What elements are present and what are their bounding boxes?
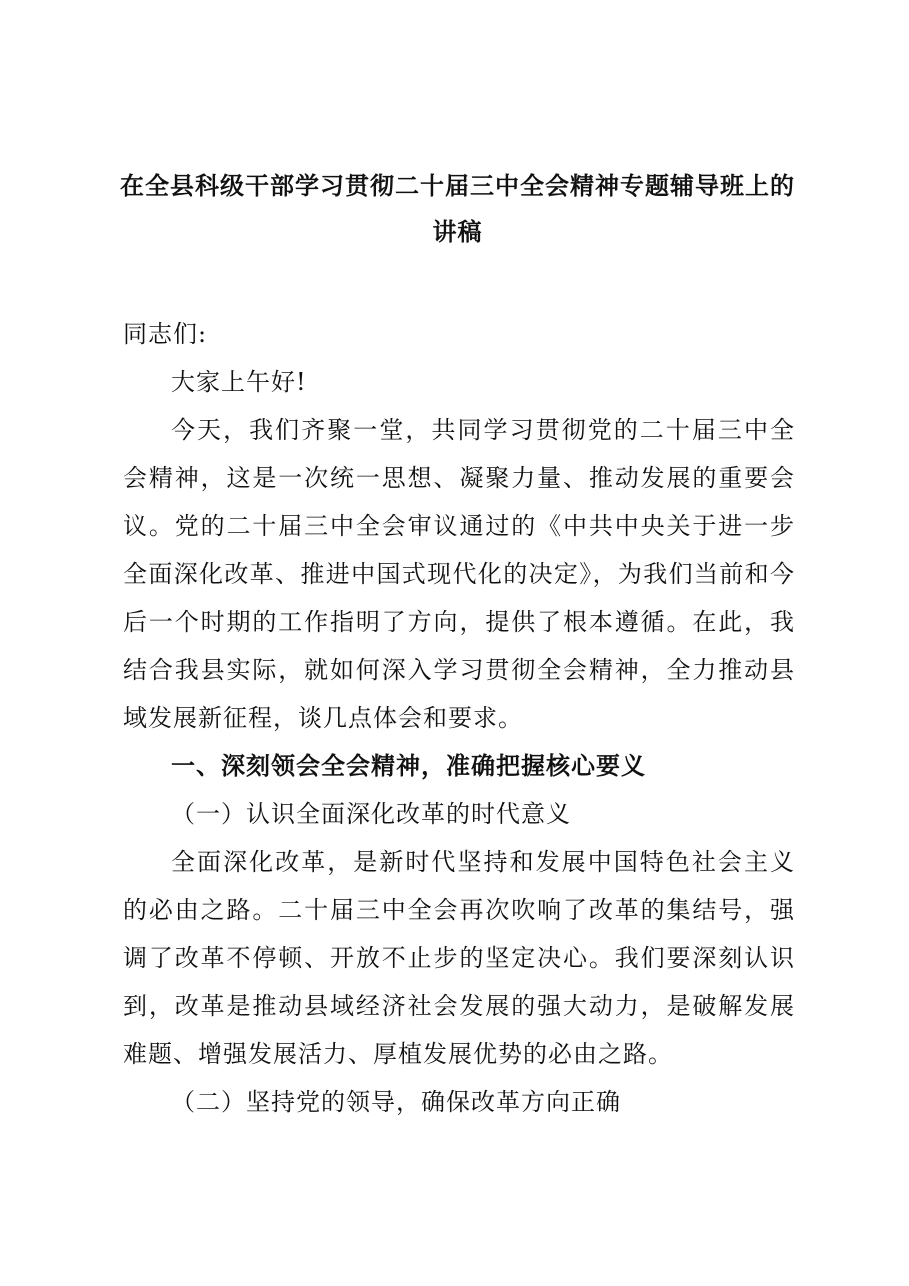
greeting: 大家上午好! bbox=[171, 368, 307, 396]
subsection-heading-1-2: （二）坚持党的领导，确保改革方向正确 bbox=[171, 1088, 621, 1116]
salutation: 同志们: bbox=[123, 320, 208, 348]
reform-significance-paragraph: 全面深化改革，是新时代坚持和发展中国特色社会主义的必由之路。二十届三中全会再次吹响了改革的集结号，强调了改革不停顿、开放不止步的坚定决心。我们要深刻认识到，改革是推动县域经济社会发展的强大动力，是破解发展难题、增强发展活力、厚植发展优势的必由之路。 bbox=[123, 848, 795, 1068]
section-heading-1: 一、深刻领会全会精神，准确把握核心要义 bbox=[171, 752, 646, 780]
opening-paragraph: 今天，我们齐聚一堂，共同学习贯彻党的二十届三中全会精神，这是一次统一思想、凝聚力量、推动发展的重要会议。党的二十届三中全会审议通过的《中共中央关于进一步全面深化改革、推进中国式现代化的决定》，为我们当前和今后一个时期的工作指明了方向，提供了根本遵循。在此，我结合我县实际，就如何深入学习贯彻全会精神，全力推动县域发展新征程，谈几点体会和要求。 bbox=[123, 416, 795, 732]
document-title-line-2: 讲稿 bbox=[432, 218, 483, 246]
document-title-line-1: 在全县科级干部学习贯彻二十届三中全会精神专题辅导班上的 bbox=[120, 172, 795, 200]
subsection-heading-1-1: （一）认识全面深化改革的时代意义 bbox=[171, 800, 571, 828]
